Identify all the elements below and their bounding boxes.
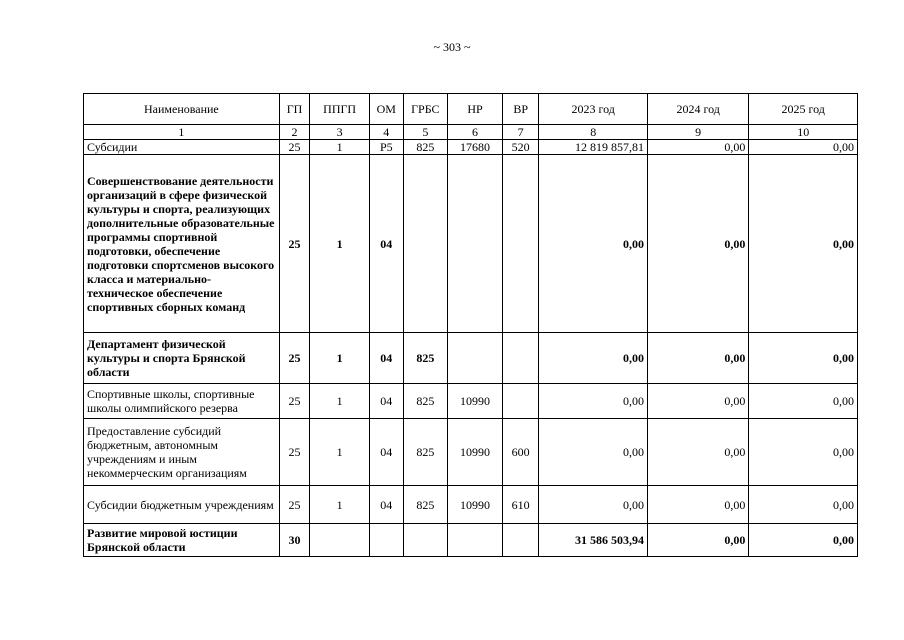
cell-2025: 0,00 (749, 384, 858, 419)
header-row (84, 94, 858, 125)
cell-2024: 0,00 (647, 333, 748, 384)
cell-2024: 0,00 (647, 384, 748, 419)
cell-ppgp: 1 (310, 419, 370, 486)
budget-table (83, 93, 858, 557)
header-2024: 2024 год (647, 94, 748, 125)
column-number: 4 (370, 125, 403, 140)
row-name: Совершенствование деятельности организаций в сфере физической культуры и спорта, реализующих дополнительные образовательные программы спортивной подготовки, обеспечение подготовки спортсменов высокого класса и материально-техническое обеспечение спортивных сборных команд (84, 155, 280, 333)
cell-ppgp: 1 (310, 333, 370, 384)
cell-gp: 25 (279, 486, 309, 524)
table-row (84, 333, 858, 384)
table-row (84, 384, 858, 419)
column-number: 7 (502, 125, 539, 140)
cell-nr: 10990 (448, 384, 503, 419)
cell-vr (502, 333, 539, 384)
cell-2025: 0,00 (749, 419, 858, 486)
cell-2024: 0,00 (647, 419, 748, 486)
cell-nr: 10990 (448, 419, 503, 486)
cell-grbs (403, 155, 448, 333)
cell-grbs: 825 (403, 384, 448, 419)
cell-nr: 10990 (448, 486, 503, 524)
cell-2024: 0,00 (647, 524, 748, 557)
row-name: Спортивные школы, спортивные школы олимпийского резерва (84, 384, 280, 419)
cell-vr: 610 (502, 486, 539, 524)
cell-2023: 12 819 857,81 (539, 140, 648, 155)
cell-ppgp (310, 524, 370, 557)
cell-grbs: 825 (403, 333, 448, 384)
cell-gp: 25 (279, 155, 309, 333)
cell-vr (502, 155, 539, 333)
cell-ppgp: 1 (310, 384, 370, 419)
cell-om: 04 (370, 384, 403, 419)
cell-gp: 25 (279, 384, 309, 419)
cell-om: 04 (370, 155, 403, 333)
cell-gp: 30 (279, 524, 309, 557)
cell-2025: 0,00 (749, 333, 858, 384)
cell-nr (448, 524, 503, 557)
cell-2024: 0,00 (647, 140, 748, 155)
header-ppgp: ППГП (310, 94, 370, 125)
cell-om: P5 (370, 140, 403, 155)
row-name: Департамент физической культуры и спорта Брянской области (84, 333, 280, 384)
cell-vr: 520 (502, 140, 539, 155)
table-row (84, 155, 858, 333)
cell-2023: 0,00 (539, 155, 648, 333)
table-row (84, 486, 858, 524)
row-name: Субсидии бюджетным учреждениям (84, 486, 280, 524)
header-nr: НР (448, 94, 503, 125)
cell-ppgp: 1 (310, 140, 370, 155)
cell-vr: 600 (502, 419, 539, 486)
cell-grbs (403, 524, 448, 557)
header-gp: ГП (279, 94, 309, 125)
header-grbs: ГРБС (403, 94, 448, 125)
cell-2023: 0,00 (539, 384, 648, 419)
cell-2023: 31 586 503,94 (539, 524, 648, 557)
cell-2024: 0,00 (647, 486, 748, 524)
column-number: 1 (84, 125, 280, 140)
cell-nr (448, 155, 503, 333)
cell-om: 04 (370, 419, 403, 486)
cell-vr (502, 524, 539, 557)
cell-2023: 0,00 (539, 486, 648, 524)
table-row (84, 419, 858, 486)
cell-om (370, 524, 403, 557)
header-2025: 2025 год (749, 94, 858, 125)
cell-gp: 25 (279, 333, 309, 384)
cell-2025: 0,00 (749, 140, 858, 155)
cell-om: 04 (370, 486, 403, 524)
header-om: ОМ (370, 94, 403, 125)
cell-nr (448, 333, 503, 384)
column-number: 8 (539, 125, 648, 140)
table-row (84, 140, 858, 155)
column-number: 2 (279, 125, 309, 140)
header-2023: 2023 год (539, 94, 648, 125)
cell-vr (502, 384, 539, 419)
column-number: 3 (310, 125, 370, 140)
cell-gp: 25 (279, 140, 309, 155)
header-vr: ВР (502, 94, 539, 125)
row-name: Субсидии (84, 140, 280, 155)
column-number: 9 (647, 125, 748, 140)
cell-grbs: 825 (403, 486, 448, 524)
cell-2025: 0,00 (749, 155, 858, 333)
cell-ppgp: 1 (310, 155, 370, 333)
row-name: Развитие мировой юстиции Брянской области (84, 524, 280, 557)
column-number: 10 (749, 125, 858, 140)
cell-nr: 17680 (448, 140, 503, 155)
column-number: 6 (448, 125, 503, 140)
column-number: 5 (403, 125, 448, 140)
page-number: ~ 303 ~ (433, 40, 471, 54)
cell-2024: 0,00 (647, 155, 748, 333)
row-name: Предоставление субсидий бюджетным, автономным учреждениям и иным некоммерческим организациям (84, 419, 280, 486)
table-row (84, 524, 858, 557)
header-name: Наименование (84, 94, 280, 125)
cell-gp: 25 (279, 419, 309, 486)
cell-ppgp: 1 (310, 486, 370, 524)
cell-2023: 0,00 (539, 333, 648, 384)
cell-om: 04 (370, 333, 403, 384)
column-number-row (84, 125, 858, 140)
cell-2023: 0,00 (539, 419, 648, 486)
cell-grbs: 825 (403, 140, 448, 155)
cell-2025: 0,00 (749, 524, 858, 557)
cell-2025: 0,00 (749, 486, 858, 524)
cell-grbs: 825 (403, 419, 448, 486)
